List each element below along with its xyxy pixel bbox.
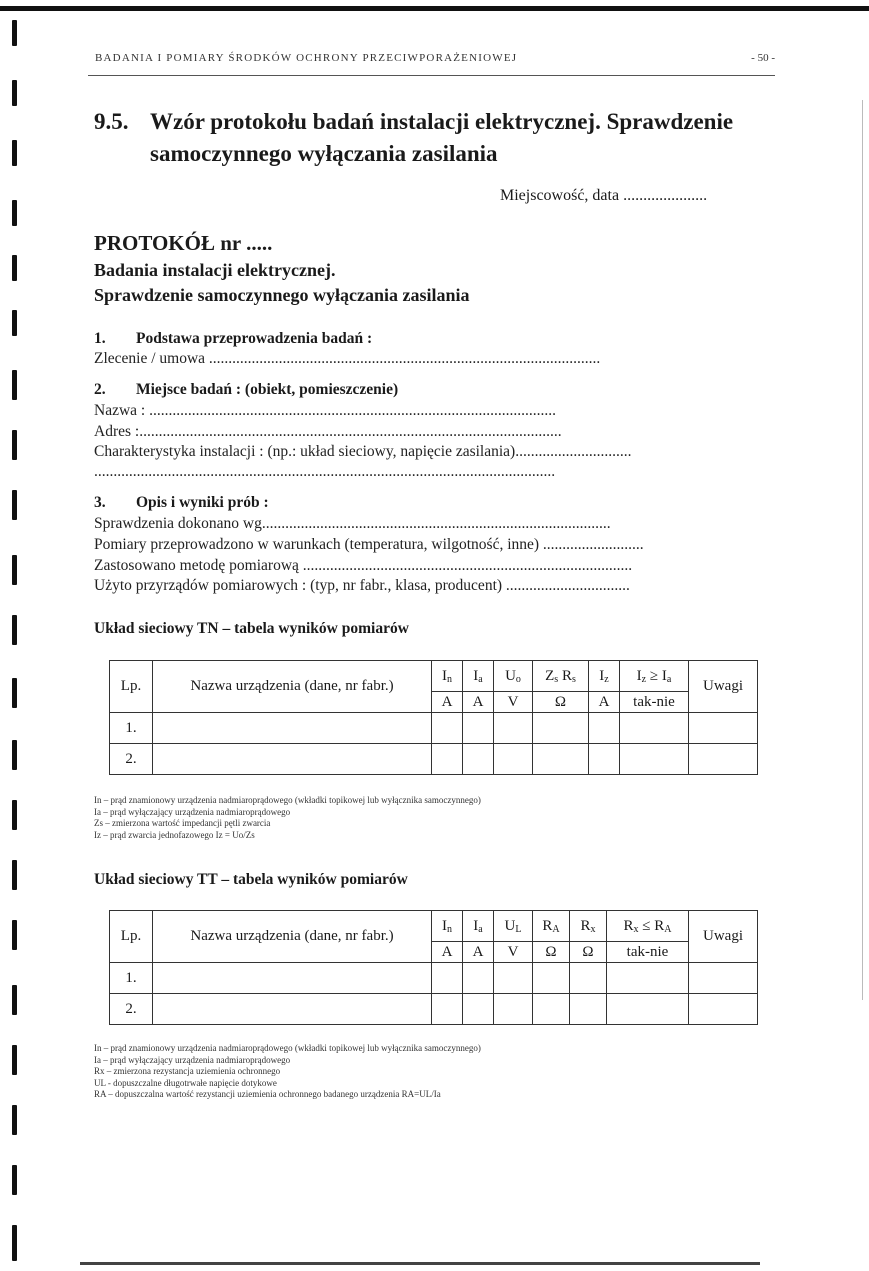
scan-mark bbox=[12, 310, 17, 336]
scan-mark bbox=[12, 1165, 17, 1195]
item-number: 3. bbox=[94, 494, 106, 511]
section-title-line2: samoczynnego wyłączania zasilania bbox=[150, 141, 498, 166]
scan-mark bbox=[12, 615, 17, 645]
place-date-field: Miejscowość, data ..................... bbox=[500, 187, 708, 204]
scan-mark bbox=[12, 860, 17, 890]
scan-mark bbox=[12, 985, 17, 1015]
section-number: 9.5. bbox=[94, 109, 129, 134]
section-title bbox=[94, 106, 784, 170]
col-condition-header: $R_x \le R_A$ bbox=[607, 911, 689, 942]
unit-cell: Ω bbox=[533, 692, 589, 713]
tt-results-table bbox=[109, 910, 758, 1025]
footnote: RA – dopuszczalna wartość rezystancji uziemienia ochronnego badanego urządzenia RA=UL/Ia bbox=[94, 1089, 441, 1100]
item-heading bbox=[94, 494, 269, 512]
fill-line: Sprawdzenia dokonano wg.......................................................................................... bbox=[94, 515, 611, 532]
unit-cell: A bbox=[432, 942, 463, 963]
running-title: BADANIA I POMIARY ŚRODKÓW OCHRONY PRZECIWPORAŻENIOWEJ bbox=[95, 52, 518, 64]
item-heading-text: Podstawa przeprowadzenia badań : bbox=[136, 330, 373, 347]
item-heading-text: Opis i wyniki prób : bbox=[136, 494, 269, 511]
page-number: - 50 - bbox=[751, 52, 775, 64]
item-number: 2. bbox=[94, 381, 106, 398]
unit-cell: Ω bbox=[570, 942, 607, 963]
scan-mark bbox=[12, 800, 17, 830]
empty-cell[interactable] bbox=[153, 744, 432, 775]
fill-line: Nazwa : ......................................................................................................... bbox=[94, 402, 556, 419]
scan-mark bbox=[12, 920, 17, 950]
table-row bbox=[110, 963, 758, 994]
protocol-subtitle: Badania instalacji elektrycznej. bbox=[94, 260, 336, 280]
empty-cell[interactable] bbox=[153, 963, 432, 994]
row-number: 1. bbox=[110, 963, 153, 994]
scan-mark bbox=[12, 678, 17, 708]
unit-cell: A bbox=[589, 692, 620, 713]
scan-edge bbox=[862, 100, 863, 1000]
col-ul-header: $U_L$ bbox=[494, 911, 533, 942]
fill-line: Adres :............................................................................................................. bbox=[94, 423, 562, 440]
col-in-header: $I_n$ bbox=[432, 661, 463, 692]
footnote: Iz – prąd zwarcia jednofazowego Iz = Uo/Zs bbox=[94, 829, 255, 840]
footnote: Rx – zmierzona rezystancja uziemienia ochronnego bbox=[94, 1066, 281, 1077]
col-rx-header: $R_x$ bbox=[570, 911, 607, 942]
fill-line: Charakterystyka instalacji : (np.: układ sieciowy, napięcie zasilania).............................. bbox=[94, 443, 632, 460]
tt-table-heading: Układ sieciowy TT – tabela wyników pomiarów bbox=[94, 871, 408, 888]
scan-mark bbox=[12, 370, 17, 400]
table-row bbox=[110, 744, 758, 775]
row-number: 2. bbox=[110, 744, 153, 775]
unit-cell: A bbox=[463, 692, 494, 713]
scan-mark bbox=[12, 1105, 17, 1135]
footnote: Zs – zmierzona wartość impedancji pętli zwarcia bbox=[94, 818, 271, 829]
scan-mark bbox=[12, 1045, 17, 1075]
protocol-subtitle: Sprawdzenie samoczynnego wyłączania zasilania bbox=[94, 285, 470, 305]
fill-line: Użyto przyrządów pomiarowych : (typ, nr fabr., klasa, producent) ................................ bbox=[94, 577, 630, 594]
scan-mark bbox=[12, 555, 17, 585]
scan-mark bbox=[12, 200, 17, 226]
col-name-header: Nazwa urządzenia (dane, nr fabr.) bbox=[153, 661, 432, 713]
row-number: 1. bbox=[110, 713, 153, 744]
row-number: 2. bbox=[110, 994, 153, 1025]
unit-cell: A bbox=[432, 692, 463, 713]
fill-line: ....................................................................................................................... bbox=[94, 463, 556, 480]
table-row bbox=[110, 713, 758, 744]
col-condition-header: $I_z \ge I_a$ bbox=[620, 661, 689, 692]
tn-results-table bbox=[109, 660, 758, 775]
unit-cell: Ω bbox=[533, 942, 570, 963]
tn-footnotes bbox=[94, 795, 481, 841]
top-scan-border bbox=[0, 6, 869, 11]
scan-mark bbox=[12, 1225, 17, 1261]
empty-cell[interactable] bbox=[153, 994, 432, 1025]
item-number: 1. bbox=[94, 330, 106, 347]
tt-footnotes bbox=[94, 1043, 481, 1101]
col-uo-header: $U_o$ bbox=[494, 661, 533, 692]
footnote: In – prąd znamionowy urządzenia nadmiaroprądowego (wkładki topikowej lub wyłącznika samoczynnego) bbox=[94, 1043, 481, 1053]
fill-line: Zastosowano metodę pomiarową ..................................................................................... bbox=[94, 557, 633, 574]
fill-line: Pomiary przeprowadzono w warunkach (temperatura, wilgotność, inne) .......................... bbox=[94, 536, 644, 553]
col-in-header: $I_n$ bbox=[432, 911, 463, 942]
section-title-line1: Wzór protokołu badań instalacji elektrycznej. Sprawdzenie bbox=[150, 109, 734, 134]
col-remarks-header: Uwagi bbox=[689, 661, 758, 713]
running-header bbox=[95, 52, 775, 64]
scan-mark bbox=[12, 255, 17, 281]
unit-cell: V bbox=[494, 942, 533, 963]
col-zs-header: $Z_s$ $R_s$ bbox=[533, 661, 589, 692]
scan-mark bbox=[12, 80, 17, 106]
scan-mark bbox=[12, 490, 17, 520]
footnote: Ia – prąd wyłączający urządzenia nadmiaroprądowego bbox=[94, 806, 291, 817]
col-lp-header: Lp. bbox=[110, 911, 153, 963]
protocol-title: PROTOKÓŁ nr ..... bbox=[94, 231, 273, 255]
col-ia-header: $I_a$ bbox=[463, 911, 494, 942]
footnote: Ia – prąd wyłączający urządzenia nadmiaroprądowego bbox=[94, 1054, 291, 1065]
item-heading bbox=[94, 330, 372, 348]
bottom-scan-border bbox=[80, 1262, 760, 1265]
scan-mark bbox=[12, 140, 17, 166]
item-heading-text: Miejsce badań : (obiekt, pomieszczenie) bbox=[136, 381, 399, 398]
fill-line: Zlecenie / umowa ..................................................................................................... bbox=[94, 350, 601, 367]
unit-cell: A bbox=[463, 942, 494, 963]
col-lp-header: Lp. bbox=[110, 661, 153, 713]
unit-cell: tak-nie bbox=[620, 692, 689, 713]
footnote: UL - dopuszczalne długotrwałe napięcie dotykowe bbox=[94, 1077, 277, 1088]
scan-mark bbox=[12, 740, 17, 770]
unit-cell: V bbox=[494, 692, 533, 713]
col-iz-header: $I_z$ bbox=[589, 661, 620, 692]
header-divider bbox=[88, 75, 775, 76]
scan-mark bbox=[12, 20, 17, 46]
col-name-header: Nazwa urządzenia (dane, nr fabr.) bbox=[153, 911, 432, 963]
unit-cell: tak-nie bbox=[607, 942, 689, 963]
table-row bbox=[110, 994, 758, 1025]
col-ra-header: $R_A$ bbox=[533, 911, 570, 942]
col-remarks-header: Uwagi bbox=[689, 911, 758, 963]
scan-mark bbox=[12, 430, 17, 460]
footnote: In – prąd znamionowy urządzenia nadmiaroprądowego (wkładki topikowej lub wyłącznika samoczynnego) bbox=[94, 795, 481, 805]
col-ia-header: $I_a$ bbox=[463, 661, 494, 692]
empty-cell[interactable] bbox=[153, 713, 432, 744]
item-heading bbox=[94, 381, 398, 399]
tn-table-heading: Układ sieciowy TN – tabela wyników pomiarów bbox=[94, 620, 409, 637]
